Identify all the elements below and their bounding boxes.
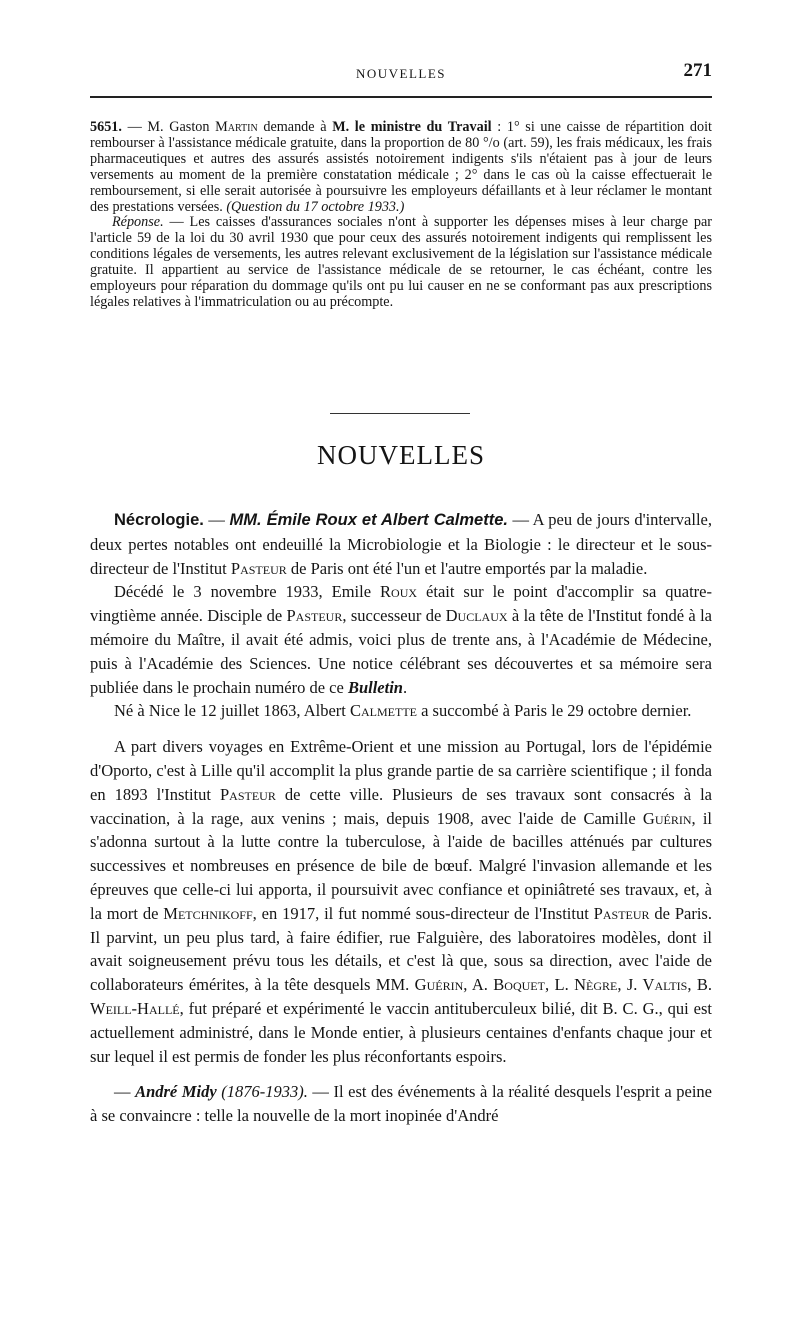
section-divider bbox=[330, 413, 470, 414]
question-dash: — M. Gaston bbox=[121, 119, 216, 135]
response-label: Réponse. bbox=[112, 214, 164, 231]
career-text-a: A part divers voyages en Extrême-Orient et une mission au Portugal, lors de l'épidémie d'Oporto, c'est à Lille qu'il accomplit la plus grande partie de sa carrière scientifique ; il fonda en 1893 l'Institut bbox=[90, 737, 712, 804]
roux-text-b: était sur le point d'accomplir sa quatre-vingtième année. Disciple de bbox=[90, 582, 712, 626]
bulletin-title: Bulletin bbox=[347, 677, 403, 697]
roux-text-c: , successeur de bbox=[342, 606, 446, 626]
question-date: (Question du 17 octobre 1933.) bbox=[226, 198, 405, 215]
question-ask-intro: demande à bbox=[257, 119, 333, 135]
question-minister: M. le ministre du Travail bbox=[332, 119, 492, 135]
roux-paragraph bbox=[90, 580, 712, 699]
roux-text-a: Décédé le 3 novembre 1933, Emile bbox=[114, 582, 381, 602]
duclaux-name: Duclaux bbox=[445, 606, 508, 626]
collaborators-names: Guérin, A. Boquet, L. Nègre, J. Valtis, B. Weill-Hallé bbox=[90, 975, 713, 1018]
guerin-name: Guérin bbox=[642, 808, 692, 828]
section-title: NOUVELLES bbox=[317, 440, 485, 470]
calmette-text-a: Né à Nice le 12 juillet 1863, Albert bbox=[114, 701, 350, 721]
metchnikoff-name: Metchnikoff bbox=[163, 903, 253, 923]
calmette-paragraph bbox=[90, 699, 712, 723]
response-text: — Les caisses d'assurances sociales n'ont à supporter les dépenses mises à leur charge par l'article 59 de la loi du 30 avril 1930 que pour ceux des assurés notoirement indigents qui remplissent les conditions légales de versements, les autres relevant exclusivement de la législation sur l'assistance médicale gratuite. Il appartient au service de l'assistance médicale de se retourner, le cas échéant, contre les employeurs pour réparation du dommage qu'ils ont pu lui causer en ne se conformant pas aux prescriptions légales relatives à l'immatriculation ou au précompte. bbox=[90, 214, 712, 310]
career-pasteur: Pasteur bbox=[220, 784, 276, 804]
midy-dash: — bbox=[114, 1082, 136, 1102]
roux-text-d: à la tête de l'Institut fondé à la mémoire du Maître, il avait été admis, voici plus de trente ans, à l'Académie de Médecine, puis à l'Académie des Sciences. Une notice célébrant ses découvertes et sa mémoire sera publiée dans le prochain numéro de ce bbox=[90, 606, 713, 697]
header-rule bbox=[90, 96, 712, 98]
running-head bbox=[90, 60, 712, 86]
page-number: 271 bbox=[683, 60, 712, 81]
career-text-e: de Paris. Il parvint, un peu plus tard, à faire édifier, rue Falguière, des laboratoires modèles, dont il avait soigneusement prévu tous les détails, et c'est là que, sous sa direction, avec l'aide de collaborateurs émérites, à la tête desquels MM. bbox=[90, 903, 712, 995]
necrology-intro-text: — A peu de jours d'intervalle, deux pertes notables ont endeuillé la Microbiologie et la Biologie : le directeur et le sous-directeur de l'Institut bbox=[90, 510, 712, 578]
necrology-heading: Nécrologie. bbox=[114, 511, 204, 529]
news-section bbox=[90, 508, 712, 1128]
calmette-career-paragraph bbox=[90, 735, 712, 1068]
midy-text: — Il est des événements à la réalité desquels l'esprit a peine à se convaincre : telle la nouvelle de la mort inopinée d'André bbox=[90, 1082, 713, 1126]
necrology-names: MM. Émile Roux et Albert Calmette. bbox=[229, 511, 508, 529]
response-paragraph bbox=[90, 215, 712, 310]
necrology-intro-end: de Paris ont été l'un et l'autre emportés par la maladie. bbox=[286, 558, 648, 578]
career-text-b: de cette ville. Plusieurs de ses travaux sont consacrés à la vaccination, à la rage, aux venins ; mais, depuis 1908, avec l'aide de Camille bbox=[90, 784, 712, 828]
roux-pasteur: Pasteur bbox=[286, 606, 343, 626]
necrology-intro bbox=[90, 508, 712, 580]
running-title: NOUVELLES bbox=[355, 66, 447, 81]
question-author: Martin bbox=[215, 119, 258, 135]
parliamentary-question bbox=[90, 120, 712, 311]
roux-name: Roux bbox=[380, 582, 418, 602]
pasteur-name: Pasteur bbox=[230, 558, 287, 578]
question-paragraph bbox=[90, 120, 712, 215]
roux-text-e: . bbox=[402, 677, 408, 697]
midy-dates: (1876-1933). bbox=[216, 1082, 308, 1102]
midy-paragraph bbox=[90, 1080, 712, 1128]
midy-name: André Midy bbox=[135, 1082, 217, 1102]
career-text-c: , il s'adonna surtout à la lutte contre la tuberculose, à l'aide de bacilles atténués par cultures successives et nombreuses en présence de bile de bœuf. Malgré l'invasion allemande et les épreuves que celle-ci lui apporta, il poursuivit avec confiance et opiniâtreté ses travaux, et, à la mort de bbox=[90, 808, 712, 923]
question-body: : 1° si une caisse de répartition doit rembourser à l'assistance médicale gratuite, dans la proportion de 80 °/o (art. 59), les frais médicaux, les frais pharmaceutiques et autres des assurés assistés notoirement indigents s'ils n'étaient pas à jour de leurs versements au moment de la première constatation médicale ; 2° dans le cas où la caisse effectuerait le remboursement, si elle serait autorisée à poursuivre les employeurs défaillants et à leur réclamer le montant des prestations versées. bbox=[90, 119, 712, 215]
career-text-f: , fut préparé et expérimenté le vaccin antituberculeux bilié, dit B. C. G., qui est actuellement administré, dans le Monde entier, à plusieurs centaines d'enfants chaque jour et sur lequel il est permis de fonder les plus réconfortants espoirs. bbox=[90, 998, 712, 1066]
question-number: 5651. bbox=[90, 119, 122, 135]
career-text-d: , en 1917, il fut nommé sous-directeur de l'Institut bbox=[252, 903, 594, 923]
necrology-dash: — bbox=[203, 510, 230, 529]
calmette-name: Calmette bbox=[349, 701, 417, 721]
career-pasteur-2: Pasteur bbox=[593, 903, 650, 923]
calmette-text-b: a succombé à Paris le 29 octobre dernier. bbox=[416, 701, 692, 721]
